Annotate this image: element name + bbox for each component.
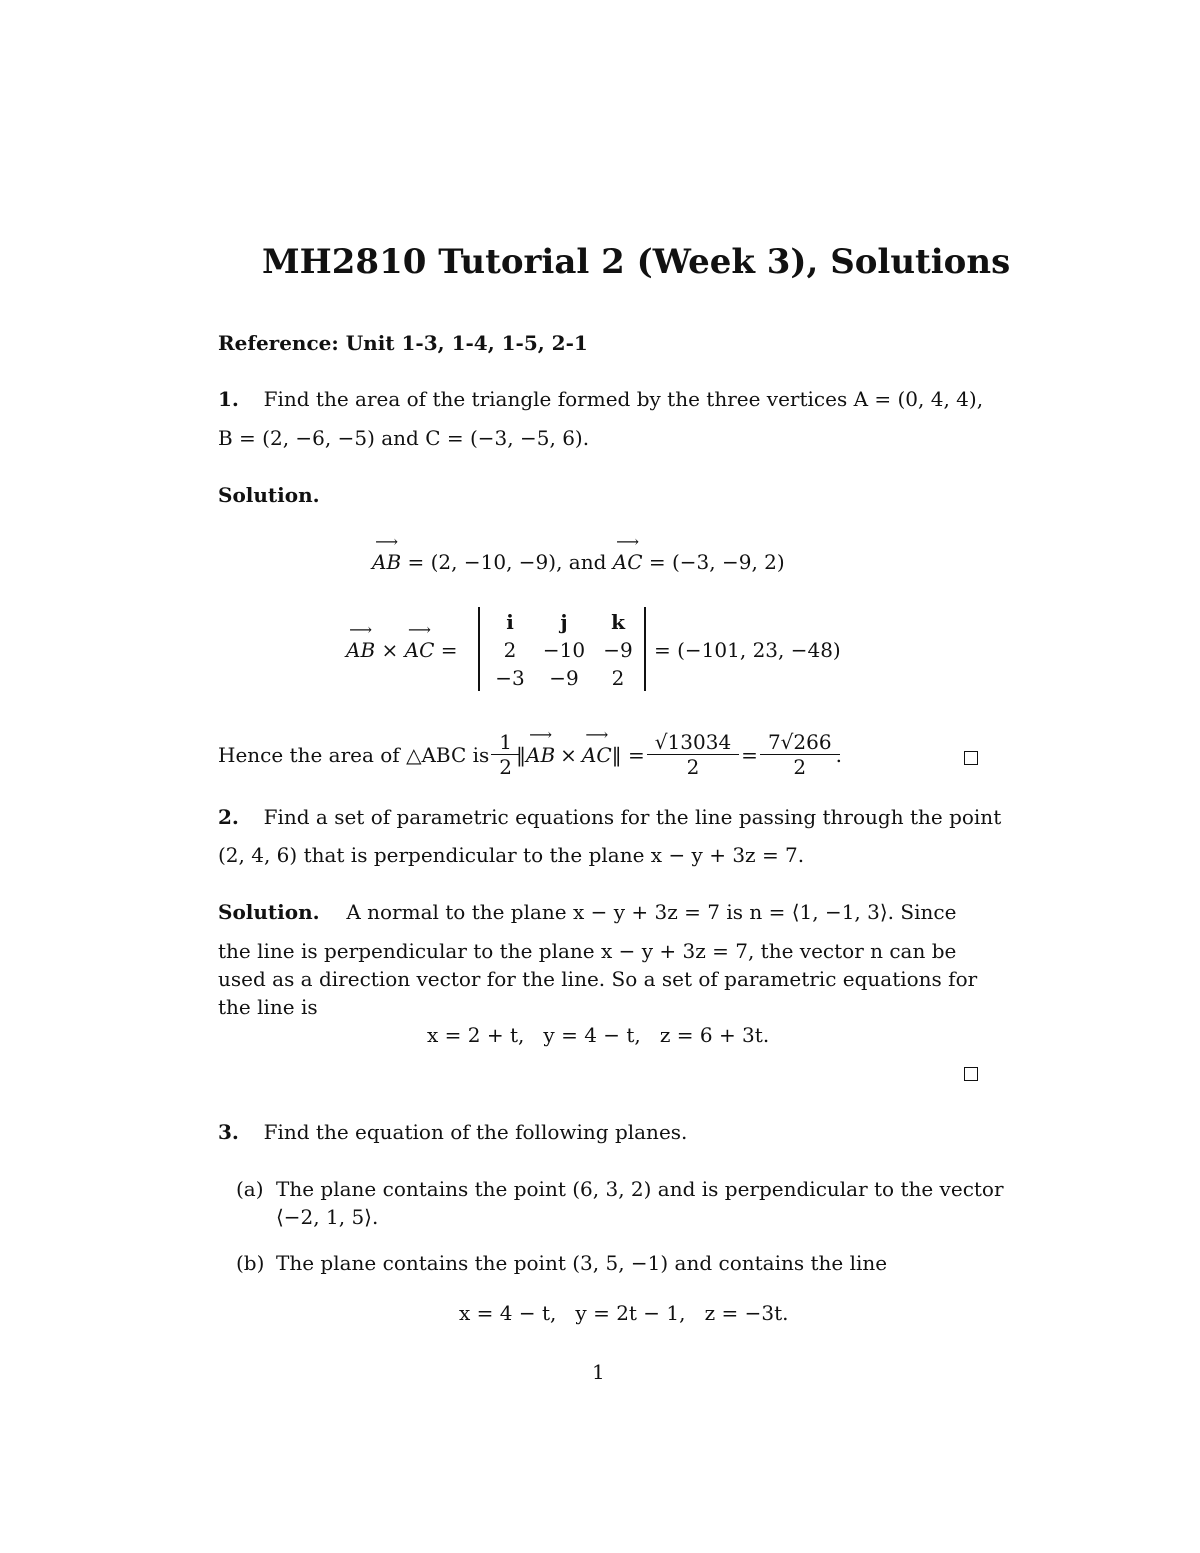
determinant-left-bar: [478, 607, 480, 691]
question-text: Find the area of the triangle formed by the three vertices A = (0, 4, 4),: [263, 387, 984, 411]
question-2: [218, 803, 1001, 831]
norm-close: ‖ =: [611, 742, 645, 767]
and-word: and: [568, 550, 607, 574]
qed-square-icon: [964, 751, 978, 765]
question-2-line2: (2, 4, 6) that is perpendicular to the plane x − y + 3z = 7.: [218, 843, 805, 867]
parametric-equation: x = 2 + t, y = 4 − t, z = 6 + 3t.: [427, 1023, 770, 1047]
vector-ab: ⟶ AB: [372, 532, 402, 574]
det-cell: 2: [611, 666, 625, 690]
question-1-line2: B = (2, −6, −5) and C = (−3, −5, 6).: [218, 426, 590, 450]
determinant-right-bar: [644, 607, 646, 691]
solution-2-line3: used as a direction vector for the line. So a set of parametric equations for: [218, 967, 978, 991]
det-cell: k: [611, 610, 625, 634]
vector-ac: ⟶ AC: [404, 620, 435, 662]
solution-2-line4: the line is: [218, 995, 318, 1019]
det-cell: −3: [495, 666, 525, 690]
solution-2-line1: [218, 898, 956, 926]
part-b-label: (b): [236, 1251, 265, 1275]
vector-ac: ⟶ AC: [612, 532, 643, 574]
solution-text: A normal to the plane x − y + 3z = 7 is n = ⟨1, −1, 3⟩. Since: [346, 900, 957, 924]
question-number: 3.: [218, 1120, 239, 1144]
det-cell: 2: [503, 638, 517, 662]
vector-ab: ⟶ AB: [346, 620, 376, 662]
det-cell: j: [560, 610, 568, 634]
question-number: 1.: [218, 387, 239, 411]
fraction-sqrt-13034: $\frac{√13034}{2}$: [651, 730, 735, 779]
part-b-equation: x = 4 − t, y = 2t − 1, z = −3t.: [459, 1301, 789, 1325]
solution-label: Solution.: [218, 483, 320, 507]
det-cell: −10: [542, 638, 586, 662]
cross-product-result: = (−101, 23, −48): [654, 638, 841, 662]
part-b-line1: The plane contains the point (3, 5, −1) and contains the line: [276, 1251, 888, 1275]
part-a-line2: ⟨−2, 1, 5⟩.: [276, 1205, 379, 1229]
area-line: [218, 724, 842, 779]
cross-product-lhs: [346, 620, 458, 662]
cross-symbol: ×: [560, 742, 577, 767]
solution-label: Solution.: [218, 900, 320, 924]
question-number: 2.: [218, 805, 239, 829]
vector-ab-value: = (2, −10, −9),: [407, 550, 563, 574]
part-a-label: (a): [236, 1177, 264, 1201]
det-cell: −9: [549, 666, 579, 690]
page-number: 1: [592, 1360, 605, 1384]
part-a-line1: The plane contains the point (6, 3, 2) and is perpendicular to the vector: [276, 1177, 1004, 1201]
norm-open: ‖: [516, 742, 527, 767]
period: .: [835, 742, 842, 767]
solution-2-line2: the line is perpendicular to the plane x − y + 3z = 7, the vector n can be: [218, 939, 957, 963]
qed-square-icon: [964, 1067, 978, 1081]
question-3: [218, 1118, 687, 1146]
fraction-final: $\frac{7√266}{2}$: [764, 730, 836, 779]
vector-equations: [372, 532, 785, 574]
question-1: [218, 385, 983, 413]
equals-sign: =: [440, 638, 458, 662]
vector-ac: ⟶ AC: [581, 724, 612, 767]
vector-ab: ⟶ AB: [526, 724, 556, 767]
hence-text: Hence the area of △ABC is: [218, 742, 490, 767]
equals-sign: =: [741, 742, 758, 767]
fraction-half: $\frac{1}{2}$: [495, 730, 516, 779]
det-cell: −9: [603, 638, 633, 662]
question-text: Find the equation of the following planes.: [263, 1120, 688, 1144]
cross-symbol: ×: [381, 638, 399, 662]
question-text: Find a set of parametric equations for the line passing through the point: [263, 805, 1002, 829]
reference-line: Reference: Unit 1-3, 1-4, 1-5, 2-1: [218, 331, 588, 355]
page-title: MH2810 Tutorial 2 (Week 3), Solutions: [262, 242, 1011, 282]
det-cell: i: [506, 610, 514, 634]
vector-ac-value: = (−3, −9, 2): [648, 550, 785, 574]
